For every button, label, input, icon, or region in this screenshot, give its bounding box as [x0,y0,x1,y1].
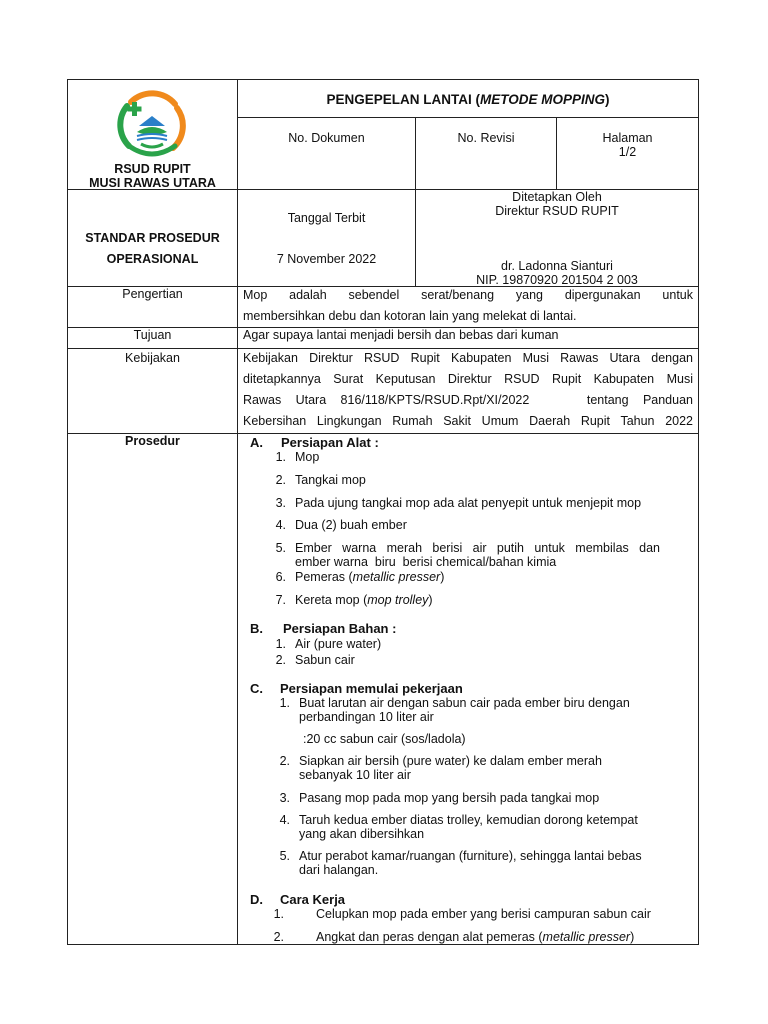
list-number: 2. [275,473,286,487]
page-value: 1/2 [618,145,637,159]
list-number: 7. [275,593,286,607]
table-border-left [67,79,68,945]
section-c-letter: C. [250,681,263,696]
kebijakan-label: Kebijakan [125,351,180,365]
table-border-bottom [67,944,699,945]
list-item [299,849,642,877]
approved-by-line2: Direktur RSUD RUPIT [495,204,619,218]
column-divider [237,79,238,945]
section-b-title: Persiapan Bahan : [283,621,397,636]
list-item-line: perbandingan 10 liter air [299,710,434,724]
list-item [295,541,660,569]
hospital-logo-icon [117,88,187,160]
kebijakan-text [243,348,693,432]
text-part: ) [428,593,433,607]
text-part: Kereta mop ( [295,593,368,607]
page-label: Halaman [602,131,653,145]
pengertian-line1: Mop adalah sebendel serat/benang yang dipergunakan untuk [243,288,693,302]
section-c-title: Persiapan memulai pekerjaan [280,681,463,696]
list-item-line: Siapkan air bersih (pure water) ke dalam ember merah [299,754,602,768]
header-divider-doc-rev [415,117,416,190]
text-part: ) [440,570,445,584]
text-italic: metallic presser [352,570,441,584]
title-close: ) [605,92,610,107]
list-item: Tangkai mop [295,473,366,487]
list-number: 6. [275,570,286,584]
text-part: ) [630,930,635,944]
signer [416,259,698,287]
kebijakan-line2: ditetapkannya Surat Keputusan Direktur RSUD Rupit Kabupaten Musi [243,372,693,386]
title-text: PENGEPELAN LANTAI ( [326,92,480,107]
title-italic: METODE MOPPING [480,92,606,107]
list-number: 1. [273,907,284,921]
list-item: Pada ujung tangkai mop ada alat penyepit untuk menjepit mop [295,496,642,510]
list-number: 3. [279,791,290,805]
list-item: Celupkan mop pada ember yang berisi campuran sabun cair [316,907,651,921]
list-item-line: sebanyak 10 liter air [299,768,411,782]
sop-title-line1: STANDAR PROSEDUR [85,231,220,245]
sop-title-line2: OPERASIONAL [106,252,199,266]
kebijakan-line1: Kebijakan Direktur RSUD Rupit Kabupaten Musi Rawas Utara dengan [243,351,693,365]
issue-date-label: Tanggal Terbit [287,211,366,225]
list-item-continuation: :20 cc sabun cair (sos/ladola) [303,732,466,746]
list-number: 2. [273,930,284,944]
hospital-name-line2: MUSI RAWAS UTARA [89,176,216,190]
list-number: 5. [279,849,290,863]
signer-name: dr. Ladonna Sianturi [501,259,613,273]
pengertian-text [243,285,693,327]
list-number: 1. [279,696,290,710]
section-d-letter: D. [250,892,263,907]
list-number: 5. [275,541,286,555]
text-part: Pemeras ( [295,570,353,584]
text-part: Angkat dan peras dengan alat pemeras ( [316,930,543,944]
list-item [299,754,602,782]
list-number: 1. [275,450,286,464]
list-number: 4. [279,813,290,827]
list-item: Sabun cair [295,653,355,667]
doc-number-label: No. Dokumen [288,131,365,145]
list-item [295,570,444,584]
text-italic: metallic presser [542,930,631,944]
header-divider-title [237,117,699,118]
kebijakan-line3: Rawas Utara 816/118/KPTS/RSUD.Rpt/XI/2022 tentang Panduan [243,393,693,407]
list-item [316,930,634,944]
list-item: Dua (2) buah ember [295,518,407,532]
list-number: 2. [275,653,286,667]
text-italic: mop trolley [367,593,429,607]
hospital-name-line1: RSUD RUPIT [114,162,191,176]
hospital-name [68,162,237,190]
section-b-letter: B. [250,621,263,636]
list-item-line: Atur perabot kamar/ruangan (furniture), sehingga lantai bebas [299,849,642,863]
list-number: 4. [275,518,286,532]
section-d-title: Cara Kerja [280,892,346,907]
list-item: Pasang mop pada mop yang bersih pada tangkai mop [299,791,600,805]
approved-by [416,190,698,218]
list-item-line: dari halangan. [299,863,379,877]
signer-nip: NIP. 19870920 201504 2 003 [476,273,638,287]
list-item-line: yang akan dibersihkan [299,827,425,841]
list-item-line: ember warna biru berisi chemical/bahan kimia [295,555,557,569]
tujuan-label: Tujuan [133,328,172,342]
table-border-right [698,79,699,945]
list-item-line: Buat larutan air dengan sabun cair pada ember biru dengan [299,696,630,710]
list-number: 1. [275,637,286,651]
list-item: Air (pure water) [295,637,382,651]
section-a-title: Persiapan Alat : [281,435,379,450]
list-item [299,696,630,724]
prosedur-label: Prosedur [125,434,180,448]
list-number: 2. [279,754,290,768]
list-item [299,813,638,841]
table-border-top [67,79,699,80]
issue-date: 7 November 2022 [276,252,377,266]
pengertian-line2: membersihkan debu dan kotoran lain yang melekat di lantai. [243,309,577,323]
section-a-letter: A. [250,435,263,450]
list-item-line: Taruh kedua ember diatas trolley, kemudian dorong ketempat [299,813,638,827]
list-item [295,593,433,607]
list-item: Mop [295,450,320,464]
revision-label: No. Revisi [457,131,515,145]
list-item-line: Ember warna merah berisi air putih untuk membilas dan [295,541,660,555]
approved-by-line1: Ditetapkan Oleh [512,190,602,204]
pengertian-label: Pengertian [122,287,183,301]
list-number: 3. [275,496,286,510]
page-cell [557,131,698,159]
kebijakan-line4: Kebersihan Lingkungan Rumah Sakit Umum Daerah Rupit Tahun 2022 [243,414,693,428]
tujuan-text: Agar supaya lantai menjadi bersih dan bebas dari kuman [243,328,559,342]
document-title [238,92,698,107]
